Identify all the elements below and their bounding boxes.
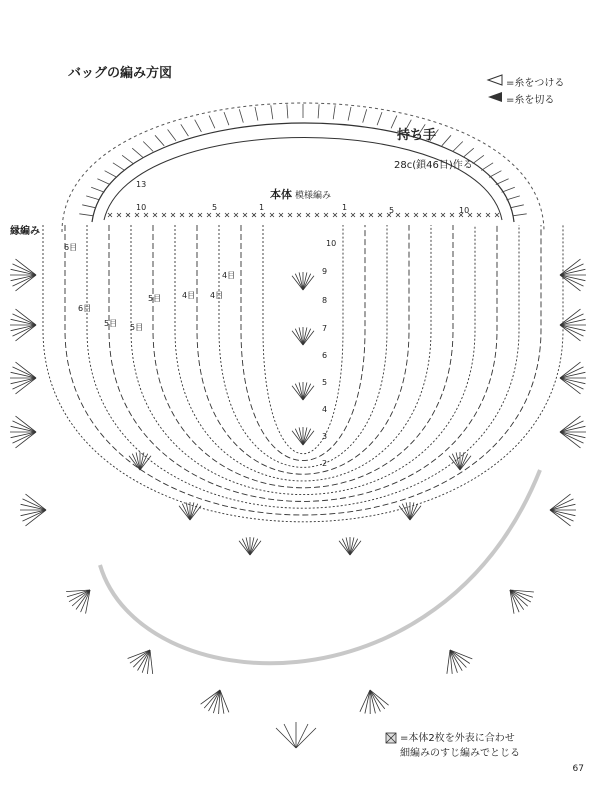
handle-stitch <box>348 107 351 121</box>
handle-stitch <box>489 171 501 178</box>
row-number: 2 <box>322 459 328 468</box>
pattern-row <box>43 225 563 522</box>
stitch-count: 4目 <box>210 291 224 300</box>
row-number: 3 <box>322 432 328 441</box>
top-sc-row <box>108 213 499 217</box>
top-number: 10 <box>459 206 470 215</box>
row-number: 4 <box>322 405 328 414</box>
handle-stitch <box>132 148 143 157</box>
body-label-text: 本体 <box>270 188 292 201</box>
handle-stitch <box>79 214 93 216</box>
handle-stitch <box>181 124 189 136</box>
handle-stitch <box>442 135 451 146</box>
shell-stitch <box>133 650 150 667</box>
handle-stitch <box>224 112 229 125</box>
pattern-row <box>131 225 475 495</box>
shell-stitch <box>220 690 224 714</box>
top-number: 1 <box>259 203 265 212</box>
handle-note: 28c(鎖46目)作る <box>394 160 473 171</box>
handle-stitch <box>363 109 367 122</box>
stitch-count: 5目 <box>148 294 162 303</box>
handle-stitch <box>513 214 527 216</box>
seam-note-line2: 細編みのすじ編みでとじる <box>400 748 520 759</box>
stitch-count: 5目 <box>130 323 144 332</box>
shell-stitch <box>201 690 220 704</box>
row-number: 9 <box>322 267 328 276</box>
handle-stitch <box>502 187 515 192</box>
top-number: 5 <box>389 206 395 215</box>
shell-stitch <box>365 690 370 714</box>
stitch-count: 4目 <box>182 291 196 300</box>
handle-stitch <box>496 179 509 185</box>
handle-stitch <box>481 163 493 171</box>
handle-stitch <box>453 142 463 152</box>
chart-title: バッグの編み方図 <box>68 66 173 81</box>
handle-stitch <box>82 205 96 208</box>
handle-stitch <box>143 142 153 152</box>
pattern-row <box>65 225 541 515</box>
row-number: 7 <box>322 324 328 333</box>
handle-stitch <box>510 205 524 208</box>
page-number: 67 <box>572 764 584 774</box>
edging-shells <box>10 259 586 714</box>
handle-stitch <box>105 171 117 178</box>
handle-stitch <box>318 104 319 118</box>
handle-inner-arc-2 <box>104 138 502 221</box>
handle-stitch <box>97 179 110 185</box>
edging-label: 縁編み <box>10 226 40 237</box>
pattern-row <box>109 225 497 501</box>
seam-line <box>100 470 540 663</box>
legend-attach: =糸をつける <box>506 78 565 89</box>
stitch-count: 6目 <box>64 243 78 252</box>
cut-arrow-icon <box>488 92 502 102</box>
handle-stitch <box>155 135 164 146</box>
stitch-count: 6目 <box>78 304 92 313</box>
bottom-shell <box>276 722 316 748</box>
top-number: 10 <box>136 203 147 212</box>
handle-stitch <box>333 105 335 119</box>
handle-stitch <box>168 130 176 141</box>
handle-stitch <box>195 120 202 132</box>
handle-stitch <box>255 107 258 121</box>
top-number: 1 <box>342 203 348 212</box>
row-number: 10 <box>326 239 337 248</box>
attach-arrow-icon <box>488 75 502 85</box>
handle-stitch <box>377 112 382 125</box>
handle-stitch <box>91 187 104 192</box>
shell-stitch <box>360 690 370 712</box>
handle-stitch <box>271 105 273 119</box>
row-number: 5 <box>322 378 328 387</box>
handle-stitch <box>239 109 243 122</box>
handle-stitch <box>287 104 288 118</box>
shell-stitch <box>69 590 90 602</box>
handle-stitch <box>86 196 99 200</box>
stitch-count: 5目 <box>104 319 118 328</box>
legend-cut: =糸を切る <box>506 95 555 106</box>
handle-stitch <box>209 116 215 129</box>
shell-stitch <box>209 690 221 711</box>
row-number: 6 <box>322 351 328 360</box>
handle-stitch <box>506 196 519 200</box>
shell-stitch <box>447 650 450 674</box>
handle-label: 持ち手 <box>397 128 437 143</box>
top-number: 5 <box>212 203 218 212</box>
body-label <box>270 186 331 202</box>
seam-note-line1: =本体2枚を外表に合わせ <box>400 733 515 744</box>
body-pattern-rows <box>43 225 563 522</box>
body-pattern-text: 模様編み <box>295 191 332 201</box>
pattern-row <box>87 225 519 508</box>
shell-stitch <box>220 690 229 712</box>
handle-stitch <box>113 163 125 171</box>
top-number: 13 <box>136 180 147 189</box>
row-number: 8 <box>322 296 328 305</box>
stitch-count: 4目 <box>222 271 236 280</box>
handle-stitch <box>473 155 484 163</box>
handle-stitch <box>122 155 133 163</box>
shell-stitch <box>150 650 153 674</box>
